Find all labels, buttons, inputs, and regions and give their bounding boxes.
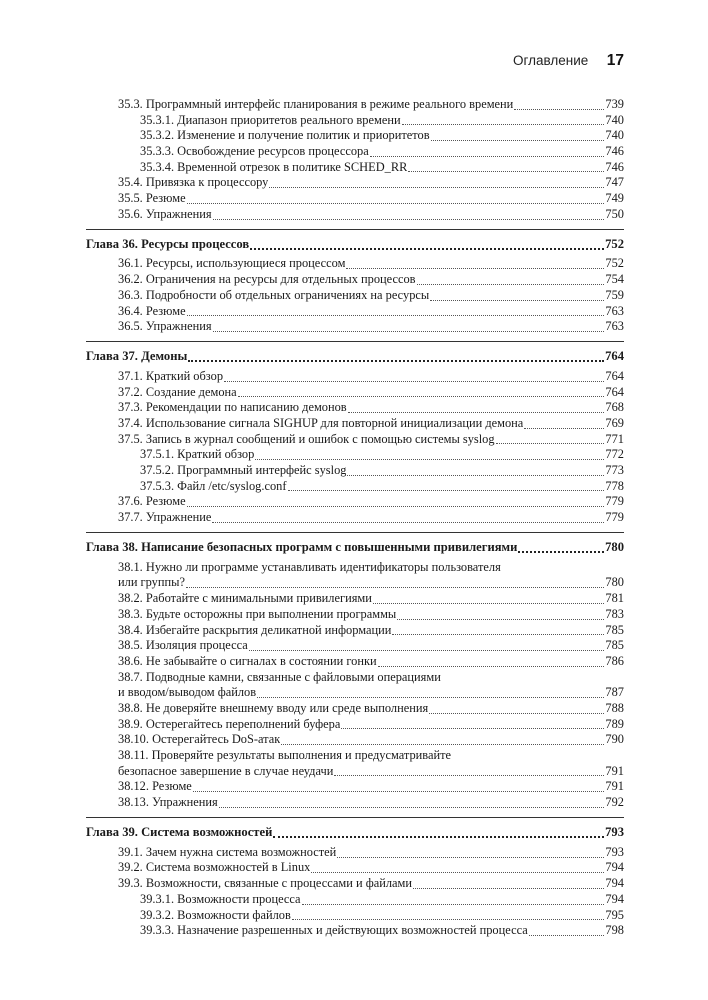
entry-title: безопасное завершение в случае неудачи [118, 763, 334, 778]
entry-title: 38.5. Изоляция процесса [118, 638, 248, 653]
entry-title: 35.5. Резюме [118, 191, 186, 206]
dot-leader [219, 807, 605, 808]
toc-entry[interactable] [86, 400, 624, 416]
running-head-title: Оглавление [513, 53, 589, 68]
page-number: 780 [605, 539, 624, 554]
page-number: 794 [605, 891, 624, 906]
toc-entry[interactable] [86, 732, 624, 748]
page-number: 783 [605, 606, 624, 621]
dot-leader [187, 315, 605, 316]
dot-leader [224, 381, 604, 382]
page-number: 786 [605, 653, 624, 668]
page-number: 746 [605, 159, 624, 174]
running-head-page-number: 17 [606, 52, 624, 69]
page-number: 793 [605, 844, 624, 859]
chapter-title: Глава 38. Написание безопасных программ с повышенными привилегиями [86, 539, 518, 554]
entry-title: 37.3. Рекомендации по написанию демонов [118, 400, 347, 415]
dot-leader [238, 396, 605, 397]
dot-leader [514, 109, 604, 110]
page-number: 780 [605, 575, 624, 590]
toc-entry[interactable] [86, 764, 624, 780]
entry-title: и вводом/выводом файлов [118, 685, 257, 700]
toc-entry[interactable] [86, 717, 624, 733]
entry-title: 36.2. Ограничения на ресурсы для отдельных процессов [118, 272, 416, 287]
dot-leader [378, 666, 605, 667]
entry-title: 39.3.2. Возможности файлов [140, 907, 291, 922]
dot-leader [370, 156, 605, 157]
chapter-separator [86, 532, 624, 533]
toc-entry[interactable] [86, 494, 624, 510]
dot-leader [193, 791, 605, 792]
toc-entry[interactable] [86, 591, 624, 607]
dot-leader [408, 171, 604, 172]
page-number: 791 [605, 763, 624, 778]
page-number: 788 [605, 700, 624, 715]
page-number: 794 [605, 860, 624, 875]
chapter-title: Глава 37. Демоны [86, 348, 188, 363]
toc-entry[interactable] [86, 191, 624, 207]
dot-leader [186, 587, 604, 588]
chapter-separator [86, 229, 624, 230]
toc-entry[interactable] [86, 892, 624, 908]
toc-entry-continued[interactable]: 38.7. Подводные камни, связанные с файловыми операциями [118, 669, 441, 684]
entry-title: 39.3.3. Назначение разрешенных и действующих возможностей процесса [140, 923, 528, 938]
dot-leader [402, 124, 605, 125]
dot-leader [249, 650, 605, 651]
dot-leader [250, 248, 604, 250]
entry-title: 37.7. Упражнение [118, 510, 212, 525]
toc-entry[interactable] [86, 510, 624, 526]
dot-leader [430, 300, 604, 301]
entry-title: 38.9. Остерегайтесь переполнений буфера [118, 716, 341, 731]
page-number: 791 [605, 779, 624, 794]
page-number: 798 [605, 923, 624, 938]
entry-title: 37.5.3. Файл /etc/syslog.conf [140, 478, 287, 493]
dot-leader [187, 203, 605, 204]
page-number: 740 [605, 112, 624, 127]
table-of-contents [86, 97, 624, 939]
dot-leader [212, 522, 604, 523]
dot-leader [413, 888, 604, 889]
dot-leader [347, 475, 604, 476]
page-number: 752 [605, 256, 624, 271]
toc-entry[interactable] [86, 175, 624, 191]
toc-entry[interactable] [86, 160, 624, 176]
toc-entry[interactable] [86, 701, 624, 717]
toc-entry[interactable] [86, 623, 624, 639]
dot-leader [213, 219, 605, 220]
dot-leader [431, 140, 605, 141]
toc-entry[interactable] [86, 432, 624, 448]
toc-entry[interactable] [86, 795, 624, 811]
dot-leader [373, 603, 605, 604]
entry-title: 37.5.2. Программный интерфейс syslog [140, 463, 347, 478]
entry-title: 38.2. Работайте с минимальными привилегиями [118, 591, 372, 606]
toc-entry[interactable] [86, 607, 624, 623]
entry-title: 38.8. Не доверяйте внешнему вводу или среде выполнения [118, 700, 429, 715]
entry-title: 36.1. Ресурсы, использующиеся процессом [118, 256, 346, 271]
entry-title: 39.2. Система возможностей в Linux [118, 860, 311, 875]
page-number: 759 [605, 287, 624, 302]
toc-entry[interactable] [86, 447, 624, 463]
toc-entry-continued[interactable]: 38.11. Проверяйте результаты выполнения и предусматривайте [118, 748, 452, 763]
page-number: 763 [605, 303, 624, 318]
page-number: 795 [605, 907, 624, 922]
toc-entry[interactable] [86, 416, 624, 432]
toc-entry[interactable] [86, 779, 624, 795]
dot-leader [269, 187, 604, 188]
toc-entry[interactable] [86, 479, 624, 495]
running-head [86, 52, 624, 74]
toc-entry[interactable] [86, 923, 624, 939]
toc-entry[interactable] [86, 654, 624, 670]
dot-leader [255, 459, 604, 460]
toc-entry[interactable] [86, 876, 624, 892]
entry-title: 37.2. Создание демона [118, 384, 237, 399]
entry-title: 38.10. Остерегайтесь DoS-атак [118, 732, 281, 747]
entry-title: 36.5. Упражнения [118, 319, 212, 334]
entry-title: 35.3.4. Временной отрезок в политике SCHED_RR [140, 159, 408, 174]
entry-title: 35.3.2. Изменение и получение политик и приоритетов [140, 128, 430, 143]
entry-title: 38.12. Резюме [118, 779, 192, 794]
entry-title: 37.5.1. Краткий обзор [140, 447, 255, 462]
dot-leader [187, 506, 605, 507]
entry-title: 35.3.3. Освобождение ресурсов процессора [140, 144, 369, 159]
page-number: 754 [605, 272, 624, 287]
entry-title: 36.3. Подробности об отдельных ограничениях на ресурсы [118, 287, 430, 302]
page-number: 772 [605, 447, 624, 462]
entry-title: 35.3. Программный интерфейс планирования в режиме реального времени [118, 96, 514, 111]
dot-leader [302, 904, 605, 905]
page-number: 763 [605, 319, 624, 334]
dot-leader [213, 331, 605, 332]
toc-entry[interactable] [86, 207, 624, 223]
dot-leader [518, 551, 604, 553]
toc-entry[interactable] [86, 685, 624, 701]
chapter-title: Глава 36. Ресурсы процессов [86, 236, 250, 251]
page-number: 793 [605, 824, 624, 839]
page-number: 781 [605, 591, 624, 606]
page-number: 789 [605, 716, 624, 731]
dot-leader [348, 412, 605, 413]
entry-title: 35.6. Упражнения [118, 206, 212, 221]
toc-entry[interactable] [86, 304, 624, 320]
page-number: 785 [605, 638, 624, 653]
page-number: 773 [605, 463, 624, 478]
dot-leader [334, 775, 604, 776]
entry-title: 37.4. Использование сигнала SIGHUP для повторной инициализации демона [118, 415, 524, 430]
toc-entry[interactable] [86, 288, 624, 304]
dot-leader [188, 360, 604, 362]
page-number: 790 [605, 732, 624, 747]
page-number: 785 [605, 622, 624, 637]
toc-entry[interactable] [86, 97, 624, 113]
entry-title: 38.13. Упражнения [118, 795, 218, 810]
toc-entry[interactable] [86, 576, 624, 592]
toc-entry[interactable] [86, 861, 624, 877]
dot-leader [273, 836, 604, 838]
dot-leader [337, 857, 604, 858]
dot-leader [341, 728, 604, 729]
page-number: 739 [605, 96, 624, 111]
page-number: 764 [605, 384, 624, 399]
page-number: 771 [605, 431, 624, 446]
page-number: 740 [605, 128, 624, 143]
toc-entry[interactable] [86, 463, 624, 479]
page-number: 794 [605, 876, 624, 891]
dot-leader [292, 919, 605, 920]
chapter-separator [86, 817, 624, 818]
toc-entry[interactable] [86, 113, 624, 129]
entry-title: 38.3. Будьте осторожны при выполнении программы [118, 606, 397, 621]
toc-entry[interactable] [86, 319, 624, 335]
entry-title: 37.6. Резюме [118, 494, 186, 509]
entry-title: 35.4. Привязка к процессору [118, 175, 269, 190]
page-number: 764 [605, 368, 624, 383]
page-number: 768 [605, 400, 624, 415]
dot-leader [311, 872, 604, 873]
toc-chapter[interactable] [86, 824, 624, 841]
toc-chapter[interactable] [86, 539, 624, 556]
page-number: 792 [605, 795, 624, 810]
chapter-separator [86, 341, 624, 342]
entry-title: 35.3.1. Диапазон приоритетов реального времени [140, 112, 401, 127]
toc-entry[interactable] [86, 908, 624, 924]
entry-title: 36.4. Резюме [118, 303, 186, 318]
toc-entry[interactable] [86, 385, 624, 401]
entry-title: 38.6. Не забывайте о сигналах в состоянии гонки [118, 653, 377, 668]
page-number: 747 [605, 175, 624, 190]
entry-title: 39.3. Возможности, связанные с процессами и файлами [118, 876, 413, 891]
dot-leader [529, 935, 605, 936]
page-number: 779 [605, 510, 624, 525]
dot-leader [288, 490, 605, 491]
dot-leader [257, 697, 604, 698]
dot-leader [346, 268, 604, 269]
dot-leader [417, 284, 605, 285]
toc-entry[interactable] [86, 144, 624, 160]
page-number: 749 [605, 191, 624, 206]
entry-title: или группы? [118, 575, 185, 590]
page-number: 779 [605, 494, 624, 509]
page-number: 752 [605, 236, 624, 251]
toc-entry[interactable] [86, 638, 624, 654]
toc-entry[interactable] [86, 369, 624, 385]
entry-title: 37.1. Краткий обзор [118, 368, 224, 383]
toc-entry[interactable] [86, 272, 624, 288]
chapter-title: Глава 39. Система возможностей [86, 824, 273, 839]
dot-leader [392, 634, 604, 635]
toc-entry[interactable] [86, 845, 624, 861]
entry-title: 37.5. Запись в журнал сообщений и ошибок с помощью системы syslog [118, 431, 495, 446]
toc-entry[interactable] [86, 257, 624, 273]
dot-leader [524, 428, 604, 429]
toc-entry[interactable] [86, 128, 624, 144]
toc-chapter[interactable] [86, 236, 624, 253]
page-number: 764 [605, 348, 624, 363]
dot-leader [281, 744, 604, 745]
dot-leader [397, 619, 604, 620]
entry-title: 38.4. Избегайте раскрытия деликатной информации [118, 622, 392, 637]
page-number: 778 [605, 478, 624, 493]
page-number: 787 [605, 685, 624, 700]
toc-entry-continued[interactable]: 38.1. Нужно ли программе устанавливать идентификаторы пользователя [118, 559, 501, 574]
page-number: 746 [605, 144, 624, 159]
page-number: 769 [605, 415, 624, 430]
toc-chapter[interactable] [86, 348, 624, 365]
dot-leader [429, 713, 604, 714]
dot-leader [496, 443, 605, 444]
entry-title: 39.3.1. Возможности процесса [140, 891, 301, 906]
page-number: 750 [605, 206, 624, 221]
entry-title: 39.1. Зачем нужна система возможностей [118, 844, 337, 859]
